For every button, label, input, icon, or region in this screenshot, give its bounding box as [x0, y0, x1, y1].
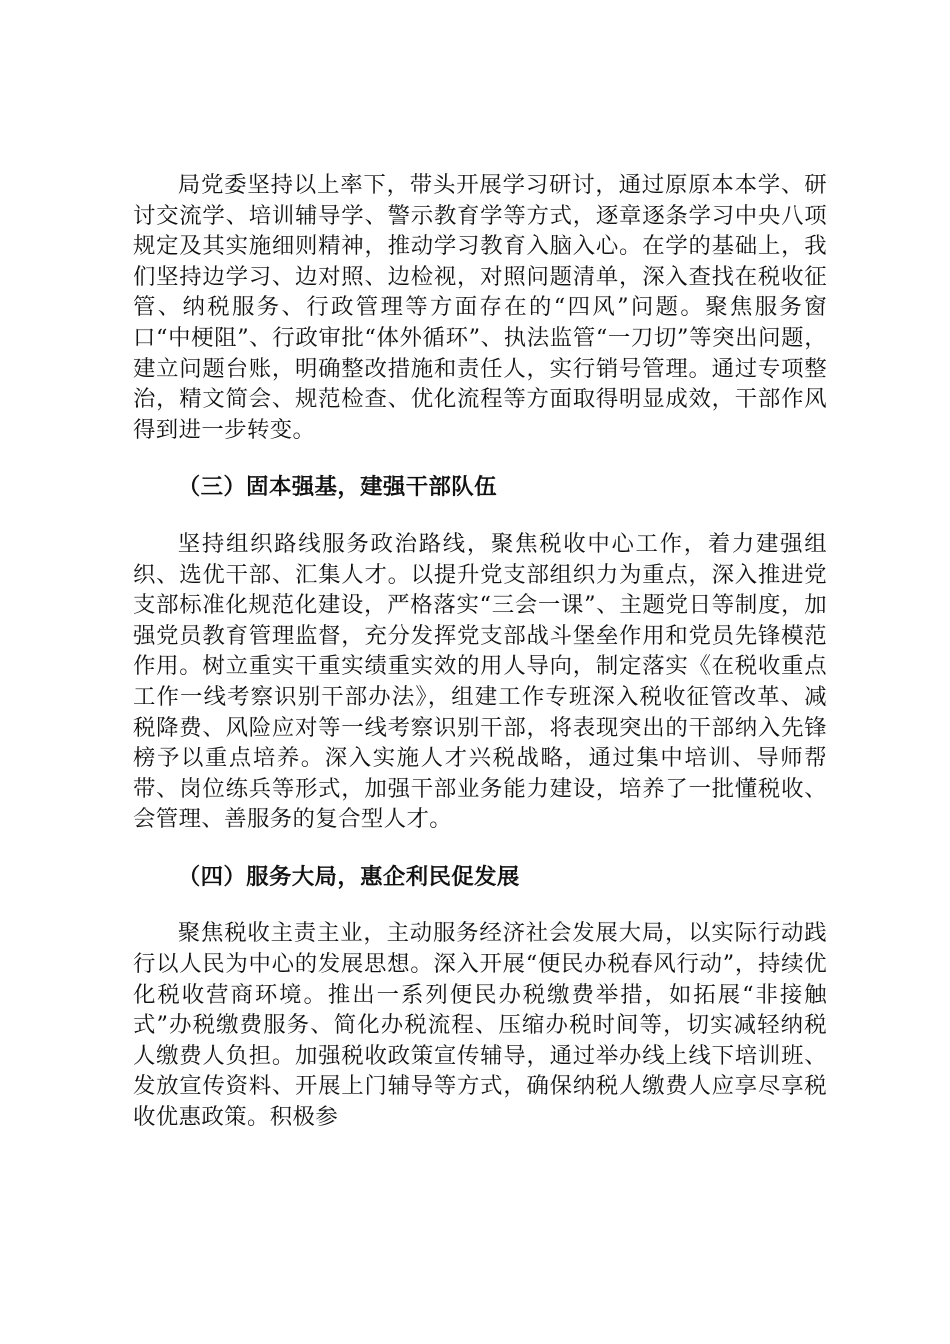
spacer: [133, 892, 827, 918]
spacer: [133, 835, 827, 862]
spacer: [133, 445, 827, 472]
body-paragraph: 局党委坚持以上率下，带头开展学习研讨，通过原原本本学、研讨交流学、培训辅导学、警示教育学等方式，逐章逐条学习中央八项规定及其实施细则精神，推动学习教育入脑入心。在学的基础上，我们坚持边学习、边对照、边检视，对照问题清单，深入查找在税收征管、纳税服务、行政管理等方面存在的“四风”问题。聚焦服务窗口“中梗阻”、行政审批“体外循环”、执法监管“一刀切”等突出问题，建立问题台账，明确整改措施和责任人，实行销号管理。通过专项整治，精文简会、规范检查、优化流程等方面取得明显成效，干部作风得到进一步转变。: [133, 172, 827, 443]
spacer: [133, 503, 827, 529]
section-heading: （三）固本强基，建强干部队伍: [177, 474, 497, 501]
body-paragraph: 坚持组织路线服务政治路线，聚焦税收中心工作，着力建强组织、选优干部、汇集人才。以提升党支部组织力为重点，深入推进党支部标准化规范化建设，严格落实“三会一课”、主题党日等制度，加强党员教育管理监督，充分发挥党支部战斗堡垒作用和党员先锋模范作用。树立重实干重实绩重实效的用人导向，制定落实《在税收重点工作一线考察识别干部办法》，组建工作专班深入税收征管改革、减税降费、风险应对等一线考察识别干部，将表现突出的干部纳入先锋榜予以重点培养。深入实施人才兴税战略，通过集中培训、导师帮带、岗位练兵等形式，加强干部业务能力建设，培养了一批懂税收、会管理、善服务的复合型人才。: [133, 530, 827, 833]
section-heading: （四）服务大局，惠企利民促发展: [177, 863, 520, 890]
document-page: [133, 170, 827, 1133]
body-paragraph: 聚焦税收主责主业，主动服务经济社会发展大局，以实际行动践行以人民为中心的发展思想。深入开展“便民办税春风行动”，持续优化税收营商环境。推出一系列便民办税缴费举措，如拓展“非接触式”办税缴费服务、简化办税流程、压缩办税时间等，切实减轻纳税人缴费人负担。加强税收政策宣传辅导，通过举办线上线下培训班、发放宣传资料、开展上门辅导等方式，确保纳税人缴费人应享尽享税收优惠政策。积极参: [133, 920, 827, 1131]
